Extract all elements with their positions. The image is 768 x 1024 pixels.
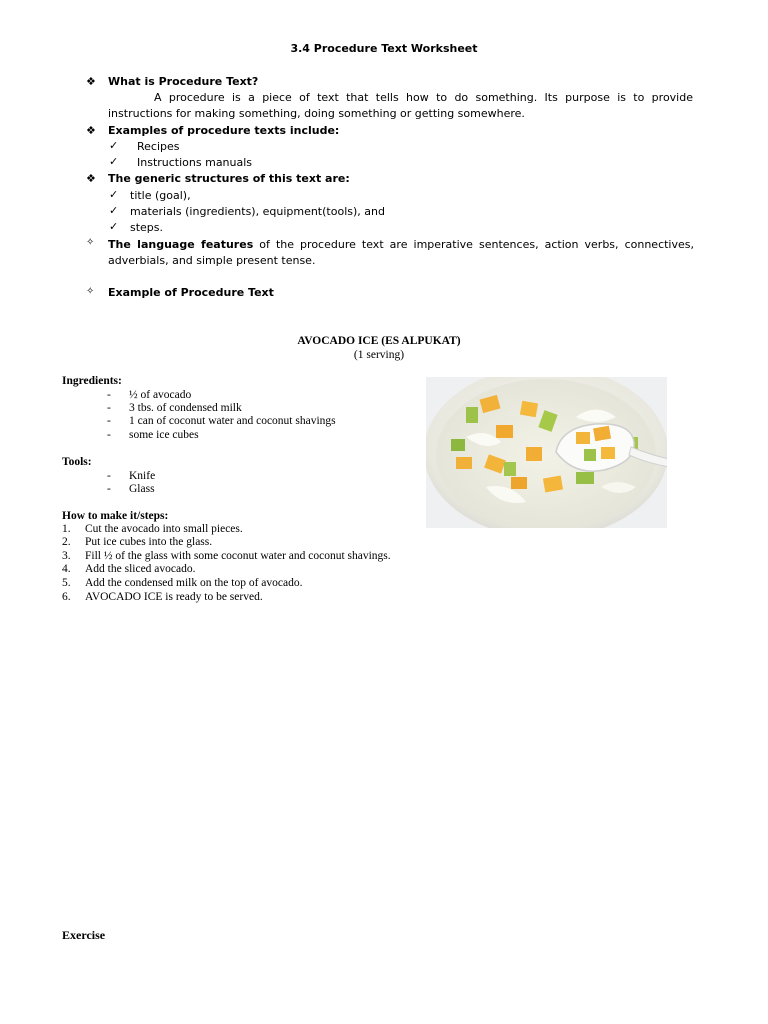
structure-item: steps. [130,221,164,234]
tools-heading: Tools: [62,456,92,468]
what-is-heading: What is Procedure Text? [108,75,259,88]
dash-bullet: - [107,429,111,441]
ingredient-item: 3 tbs. of condensed milk [129,402,242,414]
tool-item: Knife [129,470,156,482]
step-number: 4. [62,563,71,575]
step-item: Put ice cubes into the glass. [85,536,213,548]
language-line2: adverbials, and simple present tense. [108,254,316,267]
recipe-serving: (1 serving) [353,349,405,361]
four-point-star-bullet-icon: ✧ [86,286,95,297]
step-number: 6. [62,591,71,603]
recipe-title: AVOCADO ICE (ES ALPUKAT) [297,335,461,347]
dash-bullet: - [107,402,111,414]
examples-heading: Examples of procedure texts include: [108,124,340,137]
dash-bullet: - [107,470,111,482]
diamond-bullet-icon: ❖ [86,124,96,137]
tool-item: Glass [129,483,155,495]
example-heading: Example of Procedure Text [108,286,274,299]
step-item: Fill ½ of the glass with some coconut water and coconut shavings. [85,550,391,562]
structure-item: materials (ingredients), equipment(tools), and [130,205,385,218]
ingredient-item: ½ of avocado [129,389,192,401]
exercise-heading: Exercise [62,928,106,942]
checkmark-icon: ✓ [109,155,119,168]
dash-bullet: - [107,415,111,427]
diamond-bullet-icon: ❖ [86,75,96,88]
structures-heading: The generic structures of this text are: [108,172,350,185]
step-item: Add the sliced avocado. [85,563,196,575]
steps-heading: How to make it/steps: [62,510,169,522]
checkmark-icon: ✓ [109,204,119,217]
checkmark-icon: ✓ [109,220,119,233]
avocado-ice-photo [426,377,667,528]
ingredients-heading: Ingredients: [62,375,122,387]
language-line1 [108,237,694,253]
what-is-line1: A procedure is a piece of text that tells how to do something. Its purpose is to provide [154,91,693,104]
dash-bullet: - [107,483,111,495]
checkmark-icon: ✓ [109,139,119,152]
ingredient-item: some ice cubes [129,429,199,441]
step-number: 5. [62,577,71,589]
language-line1-rest: of the procedure text are imperative sentences, action verbs, connectives, [253,238,694,251]
what-is-line2: instructions for making something, doing something or getting somewhere. [108,107,525,120]
example-item: Instructions manuals [137,156,253,169]
step-item: Cut the avocado into small pieces. [85,523,243,535]
structure-item: title (goal), [130,189,191,202]
step-number: 1. [62,523,71,535]
dash-bullet: - [107,389,111,401]
checkmark-icon: ✓ [109,188,119,201]
language-heading: The language features [108,238,254,251]
example-item: Recipes [137,140,180,153]
step-item: Add the condensed milk on the top of avocado. [85,577,303,589]
four-point-star-bullet-icon: ✧ [86,237,95,248]
step-item: AVOCADO ICE is ready to be served. [85,591,263,603]
step-number: 3. [62,550,71,562]
ingredient-item: 1 can of coconut water and coconut shavings [129,415,336,427]
step-number: 2. [62,536,71,548]
page-title: 3.4 Procedure Text Worksheet [290,42,478,55]
diamond-bullet-icon: ❖ [86,172,96,185]
